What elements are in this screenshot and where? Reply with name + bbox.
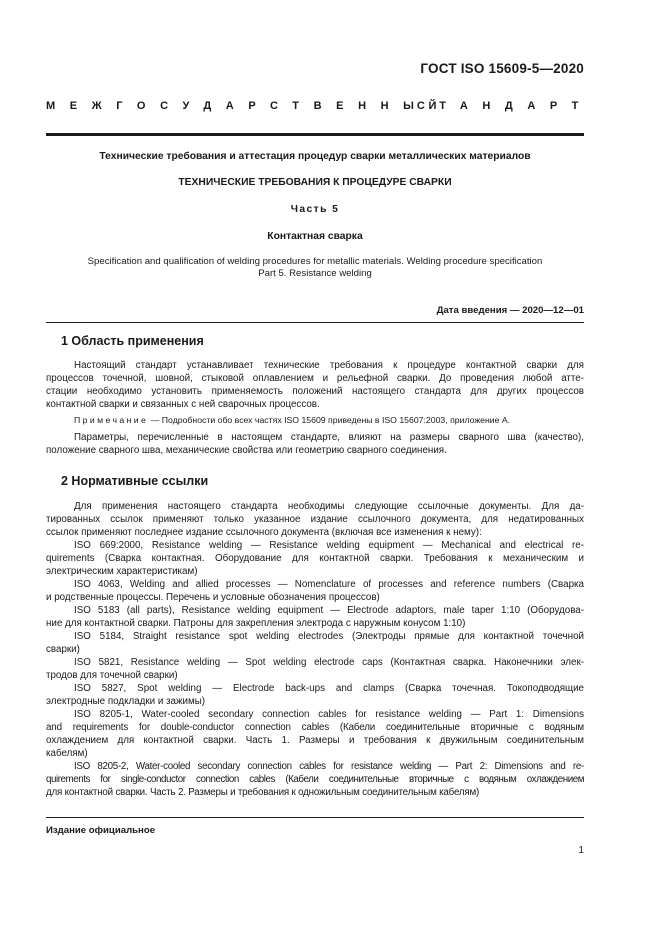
- section-1-note: [46, 414, 584, 427]
- section-1-line: Настоящий стандарт устанавливает технические требования к процедуре контактной сварки для: [74, 360, 584, 371]
- banner-word-interstate: МЕЖГОСУДАРСТВЕННЫЙ: [46, 100, 452, 112]
- section-2-line: и родственные процессы. Перечень и условные обозначения процессов): [46, 592, 380, 603]
- section-2-line: тродов для точечной сварки): [46, 670, 178, 681]
- section-2-line: ISO 5827, Spot welding — Electrode back-ups and clamps (Сварка точечная. Токоподводящие: [74, 683, 584, 694]
- title-part: Часть 5: [290, 204, 340, 215]
- section-2-line: quirements (Сварка контактная. Оборудование для контактной сварки. Требования к механическим и: [46, 553, 584, 564]
- title-subtitle: Контактная сварка: [267, 231, 363, 242]
- section-2-line: ISO 8205-1, Water-cooled secondary connection cables for resistance welding — Part 1: Dimensions: [74, 709, 584, 720]
- section-2-line: сварки): [46, 644, 80, 655]
- date-divider: [46, 322, 584, 323]
- footer-divider: [46, 817, 584, 818]
- section-2-line: ссылок применяют последнее издание ссылочного документа (включая все изменения к нему):: [46, 527, 482, 538]
- title-main: ТЕХНИЧЕСКИЕ ТРЕБОВАНИЯ К ПРОЦЕДУРЕ СВАРКИ: [178, 177, 452, 188]
- banner-word-standard: СТАНДАРТ: [416, 100, 593, 112]
- note-text: — Подробности обо всех частях ISO 15609 приведены в ISO 15607:2003, приложение А.: [148, 415, 511, 425]
- section-1-para2-line: положение сварного шва, механические свойства или геометрию сварного соединения.: [46, 445, 447, 456]
- introduction-date: Дата введения — 2020—12—01: [436, 305, 584, 316]
- section-2-line: ISO 8205-2, Water-cooled secondary connection cables for resistance welding — Part 2: Dimensions and re-: [74, 761, 584, 772]
- section-2-line: Для применения настоящего стандарта необходимы следующие ссылочные документы. Для да-: [74, 501, 584, 512]
- section-1-heading: 1 Область применения: [61, 334, 204, 348]
- section-2-line: ние для контактной сварки. Патроны для закрепления электрода с наружным конусом 1:10): [46, 618, 466, 629]
- section-2-line: ISO 4063, Welding and allied processes — Nomenclature of processes and reference numbers (Сварка: [74, 579, 584, 590]
- section-2-line: тированных ссылок применяют только указанное издание ссылочного документа, для недатированных: [46, 514, 584, 525]
- note-lead: Примечание: [74, 415, 149, 425]
- section-1-para2-line: Параметры, перечисленные в настоящем стандарте, влияют на размеры сварного шва (качество),: [74, 432, 584, 443]
- section-2-line: and requirements for double-conductor connection cables (Кабели соединительные вторичные с водяным: [46, 722, 584, 733]
- section-2-line: для контактной сварки. Часть 2. Размеры и требования к одножильным соединительным кабелям): [46, 787, 480, 798]
- section-2-line: quirements for single-conductor connection cables (Кабели соединительные вторичные с водяным охлаждением: [46, 774, 584, 785]
- section-2-line: ISO 5183 (all parts), Resistance welding equipment — Electrode adaptors, male taper 1:10 (Оборудова-: [74, 605, 584, 616]
- header-divider: [46, 133, 584, 136]
- title-english-line-1: Specification and qualification of welding procedures for metallic materials. Welding procedure specification: [87, 256, 543, 267]
- standard-banner: [46, 100, 593, 116]
- section-1-line: процессов точечной, шовной, стыковой оплавлением и рельефной сварки. До проведения любой атте-: [46, 373, 584, 384]
- document-page: [46, 0, 593, 935]
- section-2-line: ISO 5184, Straight resistance spot welding electrodes (Электроды прямые для контактной точечной: [74, 631, 584, 642]
- section-2-line: электрическим характеристикам): [46, 566, 198, 577]
- section-2-line: кабелям): [46, 748, 88, 759]
- section-1-line: контактной сварки и связанных с ней сварочных процессов.: [46, 399, 320, 410]
- page-number: 1: [578, 845, 584, 856]
- section-2-line: ISO 669:2000, Resistance welding — Resistance welding equipment — Mechanical and electrical re-: [74, 540, 584, 551]
- section-1-line: стации необходимо установить применяемость положений настоящего стандарта для других процессов: [46, 386, 584, 397]
- edition-label: Издание официальное: [46, 825, 156, 836]
- document-code: ГОСТ ISO 15609-5—2020: [420, 61, 584, 76]
- section-2-line: электродные подкладки и зажимы): [46, 696, 206, 707]
- section-2-line: охлаждением для контактной сварки. Часть 1. Размеры и требования к двужильным соединительным: [46, 735, 584, 746]
- section-2-heading: 2 Нормативные ссылки: [61, 474, 209, 488]
- title-english-line-2: Part 5. Resistance welding: [258, 268, 372, 279]
- title-general: Технические требования и аттестация процедур сварки металлических материалов: [99, 151, 531, 162]
- section-2-line: ISO 5821, Resistance welding — Spot welding electrode caps (Контактная сварка. Наконечники элек-: [74, 657, 584, 668]
